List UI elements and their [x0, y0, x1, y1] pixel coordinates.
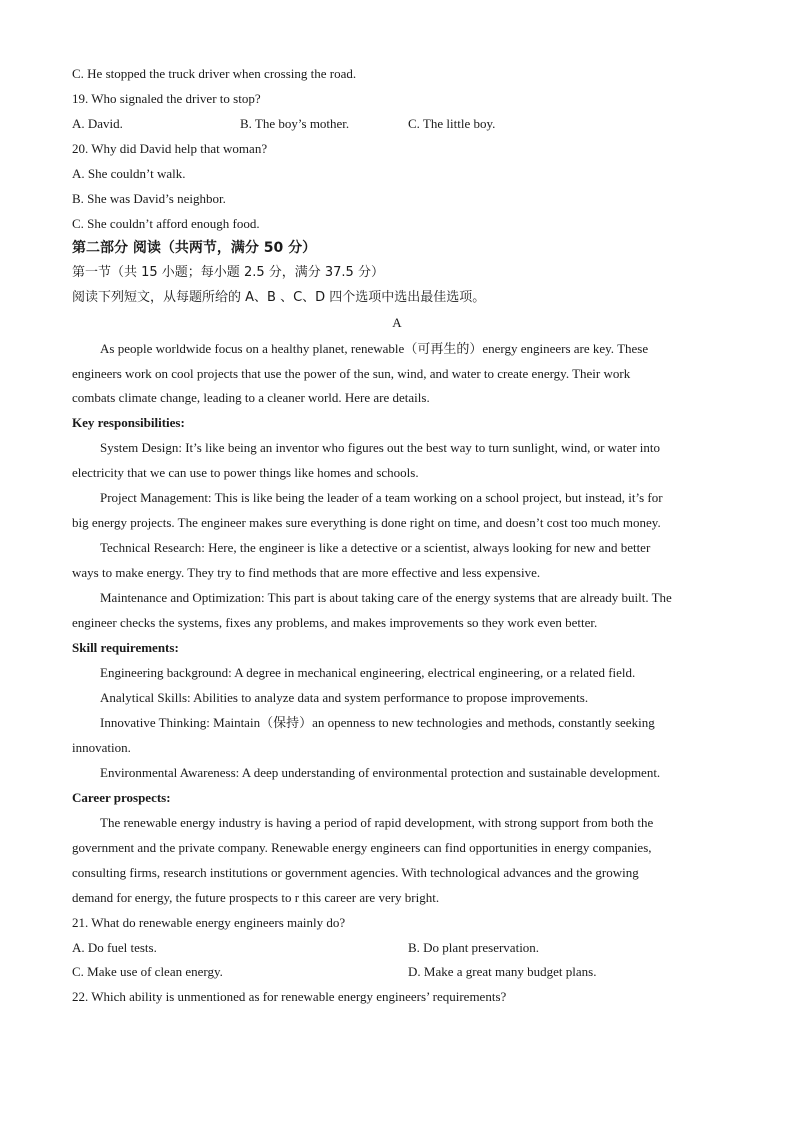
section-title: 第二部分 阅读（共两节，满分 50 分） — [72, 240, 317, 256]
skill-requirements-heading: Skill requirements: — [72, 640, 179, 655]
skill-line: Environmental Awareness: A deep understanding of environmental protection and sustainable development. — [100, 765, 661, 780]
key-responsibilities-heading: Key responsibilities: — [72, 415, 185, 430]
q20-option-b: B. She was David’s neighbor. — [72, 191, 226, 206]
q19-option-a: A. David. — [72, 116, 123, 131]
responsibility-line: big energy projects. The engineer makes sure everything is done right on time, and doesn’t cost too much money. — [72, 515, 661, 530]
q20-option-a: A. She couldn’t walk. — [72, 166, 186, 181]
responsibility-line: ways to make energy. They try to find methods that are more effective and less expensive. — [72, 565, 541, 580]
responsibility-line: engineer checks the systems, fixes any problems, and makes improvements so they work even better. — [72, 615, 598, 630]
career-line: government and the private company. Renewable energy engineers can find opportunities in energy companies, — [72, 840, 652, 855]
q21-option-a: A. Do fuel tests. — [72, 940, 157, 955]
skill-line: Analytical Skills: Abilities to analyze data and system performance to propose improvements. — [100, 690, 589, 705]
q19-option-c: C. The little boy. — [408, 116, 496, 131]
skill-line: Innovative Thinking: Maintain（保持）an openness to new technologies and methods, constantly seeking — [100, 715, 655, 730]
career-line: consulting firms, research institutions or government agencies. With technological advances and the growing — [72, 865, 639, 880]
q20-option-c: C. She couldn’t afford enough food. — [72, 216, 260, 231]
skill-line: Engineering background: A degree in mechanical engineering, electrical engineering, or a related field. — [100, 665, 636, 680]
section-subtitle: 第一节（共 15 小题；每小题 2.5 分，满分 37.5 分） — [72, 265, 384, 280]
q19-options — [72, 116, 722, 132]
responsibility-line: System Design: It’s like being an inventor who figures out the best way to turn sunlight, wind, or water into — [100, 440, 661, 455]
q22-question: 22. Which ability is unmentioned as for renewable energy engineers’ requirements? — [72, 989, 507, 1004]
responsibility-line: Project Management: This is like being the leader of a team working on a school project, but instead, it’s for — [100, 490, 663, 505]
q19-option-b: B. The boy’s mother. — [240, 116, 350, 131]
career-line: demand for energy, the future prospects to r this career are very bright. — [72, 890, 440, 905]
passage-label: A — [392, 315, 402, 330]
q18-option-c: C. He stopped the truck driver when crossing the road. — [72, 66, 357, 81]
intro-line: As people worldwide focus on a healthy planet, renewable（可再生的）energy engineers are key. These — [100, 341, 649, 356]
q21-question: 21. What do renewable energy engineers mainly do? — [72, 915, 346, 930]
intro-line: combats climate change, leading to a cleaner world. Here are details. — [72, 390, 430, 405]
responsibility-line: Technical Research: Here, the engineer is like a detective or a scientist, always looking for new and better — [100, 540, 651, 555]
skill-line: innovation. — [72, 740, 131, 755]
career-prospects-heading: Career prospects: — [72, 790, 171, 805]
q21-options-row2 — [72, 964, 722, 980]
intro-line: engineers work on cool projects that use the power of the sun, wind, and water to create energy. Their work — [72, 366, 631, 381]
q19-question: 19. Who signaled the driver to stop? — [72, 91, 261, 106]
responsibility-line: electricity that we can use to power things like homes and schools. — [72, 465, 419, 480]
q21-option-b: B. Do plant preservation. — [408, 940, 540, 955]
q21-options-row1 — [72, 940, 722, 956]
q21-option-c: C. Make use of clean energy. — [72, 964, 223, 979]
career-line: The renewable energy industry is having a period of rapid development, with strong support from both the — [100, 815, 654, 830]
section-instruction: 阅读下列短文，从每题所给的 A、B 、C、D 四个选项中选出最佳选项。 — [72, 290, 486, 305]
q21-option-d: D. Make a great many budget plans. — [408, 964, 597, 979]
q20-question: 20. Why did David help that woman? — [72, 141, 268, 156]
responsibility-line: Maintenance and Optimization: This part is about taking care of the energy systems that are already built. The — [100, 590, 672, 605]
